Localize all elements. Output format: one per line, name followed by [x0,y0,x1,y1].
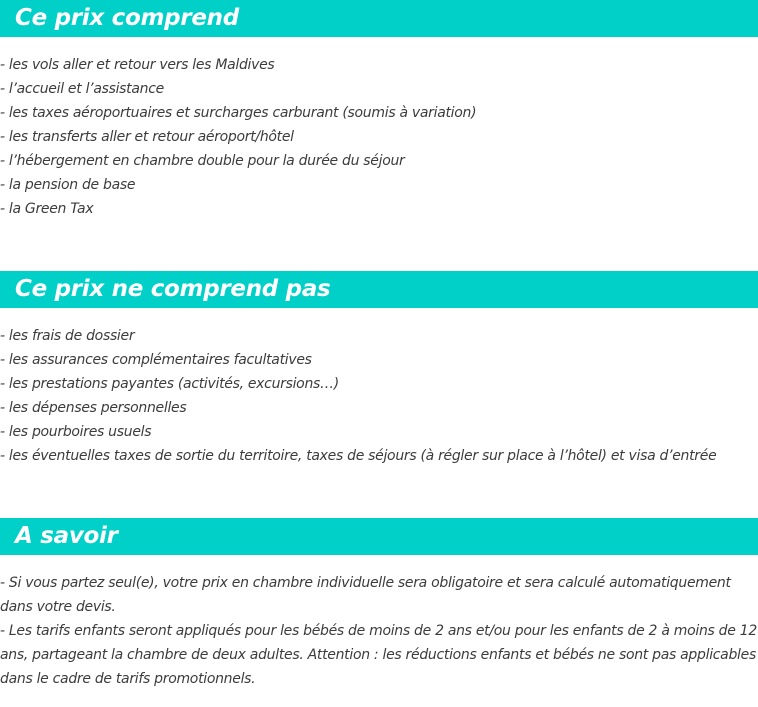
excluded-item: - les pourboires usuels [0,424,152,440]
info-text [0,571,758,691]
excluded-section-title: Ce prix ne comprend pas [15,276,331,302]
excluded-item: - les dépenses personnelles [0,400,187,416]
info-paragraph: - Les tarifs enfants seront appliqués pour les bébés de moins de 2 ans et/ou pour les enfants de 2 à moins de 12 ans, partageant la chambre de deux adultes. Attention : les réductions enfants et bébés ne sont pas applicables dans le cadre de tarifs promotionnels. [0,623,757,687]
excluded-section-header [0,271,758,308]
excluded-list [0,324,758,468]
excluded-item: - les assurances complémentaires facultatives [0,352,312,368]
included-list [0,53,758,221]
info-paragraph: - Si vous partez seul(e), votre prix en chambre individuelle sera obligatoire et sera calculé automatiquement dans votre devis. [0,575,731,615]
included-section-header [0,0,758,37]
included-item: - l’accueil et l’assistance [0,81,164,97]
excluded-item: - les éventuelles taxes de sortie du territoire, taxes de séjours (à régler sur place à l’hôtel) et visa d’entrée [0,448,717,464]
included-item: - les transferts aller et retour aéroport/hôtel [0,129,294,145]
included-item: - les taxes aéroportuaires et surcharges carburant (soumis à variation) [0,105,477,121]
excluded-item: - les prestations payantes (activités, excursions…) [0,376,339,392]
included-item: - la Green Tax [0,201,94,217]
excluded-item: - les frais de dossier [0,328,135,344]
included-item: - l’hébergement en chambre double pour la durée du séjour [0,153,405,169]
included-item: - la pension de base [0,177,136,193]
included-section-title: Ce prix comprend [15,5,239,31]
info-section-header [0,518,758,555]
info-section-title: A savoir [15,523,118,549]
included-item: - les vols aller et retour vers les Maldives [0,57,275,73]
